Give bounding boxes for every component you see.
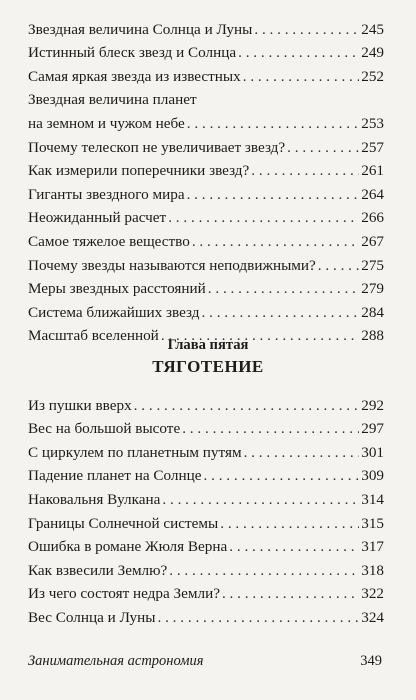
toc-entry	[28, 181, 384, 205]
leader-dots	[187, 113, 359, 134]
leader-dots	[318, 255, 359, 276]
toc-entry-page: 245	[361, 20, 384, 38]
toc-entry-title: Почему звезды называются неподвижными?	[28, 256, 316, 274]
toc-entry-title: Ошибка в романе Жюля Верна	[28, 538, 228, 556]
toc-entry	[28, 486, 384, 510]
toc-entry	[28, 581, 384, 605]
toc-entry-page: 261	[361, 162, 384, 180]
toc-section-2	[28, 392, 384, 628]
toc-entry-title: Падение планет на Солнце	[28, 467, 202, 485]
toc-entry	[28, 416, 384, 440]
toc-entry	[28, 134, 384, 158]
toc-entry-page: 257	[361, 138, 384, 156]
toc-entry-title: Самая яркая звезда из известных	[28, 67, 241, 85]
leader-dots	[169, 560, 359, 581]
toc-entry-page: 301	[361, 443, 384, 461]
toc-entry	[28, 252, 384, 276]
toc-entry-page: 322	[361, 585, 384, 603]
toc-entry-title: на земном и чужом небе	[28, 114, 185, 132]
toc-entry	[28, 63, 384, 87]
toc-entry-page: 275	[361, 256, 384, 274]
leader-dots	[157, 607, 359, 628]
toc-entry-title: Звездная величина планет	[28, 91, 197, 109]
toc-entry-page: 315	[361, 514, 384, 532]
toc-entry-title: Звездная величина Солнца и Луны	[28, 20, 253, 38]
toc-entry-page: 284	[361, 303, 384, 321]
toc-entry	[28, 510, 384, 534]
leader-dots	[243, 66, 360, 87]
leader-dots	[220, 513, 359, 534]
toc-entry-page: 314	[361, 490, 384, 508]
page-footer	[28, 653, 382, 670]
toc-entry	[28, 392, 384, 416]
toc-section-1	[28, 16, 384, 346]
toc-entry	[28, 276, 384, 300]
toc-entry-title: Истинный блеск звезд и Солнца	[28, 44, 237, 62]
leader-dots	[238, 42, 359, 63]
toc-entry	[28, 534, 384, 558]
toc-entry-page: 279	[361, 280, 384, 298]
toc-entry-title: Система ближайших звезд	[28, 303, 200, 321]
running-title: Занимательная астрономия	[28, 653, 204, 669]
leader-dots	[187, 184, 360, 205]
leader-dots	[192, 231, 359, 252]
toc-entry-title: Почему телескоп не увеличивает звезд?	[28, 138, 286, 156]
toc-entry	[28, 158, 384, 182]
toc-entry-title: Неожиданный расчет	[28, 209, 167, 227]
leader-dots	[254, 19, 359, 40]
toc-entry	[28, 205, 384, 229]
toc-entry-page: 249	[361, 44, 384, 62]
toc-entry-page: 297	[361, 420, 384, 438]
toc-entry-title: Наковальня Вулкана	[28, 490, 161, 508]
toc-entry-title: Меры звездных расстояний	[28, 280, 206, 298]
toc-entry	[28, 299, 384, 323]
toc-entry-page: 309	[361, 467, 384, 485]
toc-entry-page: 288	[361, 327, 384, 345]
toc-entry-page: 266	[361, 209, 384, 227]
leader-dots	[202, 302, 360, 323]
page-number: 349	[360, 653, 382, 669]
toc-entry-page: 253	[361, 114, 384, 132]
toc-entry	[28, 228, 384, 252]
leader-dots	[222, 583, 359, 604]
toc-entry-page: 292	[361, 396, 384, 414]
leader-dots	[251, 160, 359, 181]
toc-entry	[28, 40, 384, 64]
toc-entry-page: 264	[361, 185, 384, 203]
toc-entry	[28, 439, 384, 463]
toc-entry-title: Из пушки вверх	[28, 396, 132, 414]
leader-dots	[244, 442, 360, 463]
toc-entry-title: Масштаб вселенной	[28, 327, 159, 345]
leader-dots	[229, 536, 359, 557]
chapter-title: ТЯГОТЕНИЕ	[152, 357, 264, 376]
toc-entry-page: 318	[361, 561, 384, 579]
leader-dots	[162, 489, 359, 510]
toc-entry	[28, 87, 384, 111]
toc-entry-title: Как измерили поперечники звезд?	[28, 162, 250, 180]
toc-entry-title: Из чего состоят недра Земли?	[28, 585, 220, 603]
leader-dots	[287, 137, 359, 158]
toc-entry-title: Самое тяжелое вещество	[28, 232, 190, 250]
leader-dots	[134, 395, 360, 416]
toc-entry-page: 317	[361, 538, 384, 556]
chapter-label: Глава пятая	[167, 337, 249, 353]
leader-dots	[168, 207, 359, 228]
toc-entry	[28, 557, 384, 581]
toc-entry-page: 267	[361, 232, 384, 250]
toc-entry-title: С циркулем по планетным путям	[28, 443, 242, 461]
toc-entry-title: Границы Солнечной системы	[28, 514, 219, 532]
toc-entry	[28, 110, 384, 134]
toc-entry	[28, 16, 384, 40]
toc-entry-page: 324	[361, 608, 384, 626]
toc-entry-title: Вес на большой высоте	[28, 420, 181, 438]
toc-entry	[28, 604, 384, 628]
leader-dots	[182, 418, 359, 439]
toc-entry-title: Вес Солнца и Луны	[28, 608, 156, 626]
leader-dots	[204, 465, 360, 486]
toc-entry	[28, 463, 384, 487]
leader-dots	[208, 278, 359, 299]
toc-entry-title: Гиганты звездного мира	[28, 185, 185, 203]
toc-entry-title: Как взвесили Землю?	[28, 561, 168, 579]
toc-entry-page: 252	[361, 67, 384, 85]
